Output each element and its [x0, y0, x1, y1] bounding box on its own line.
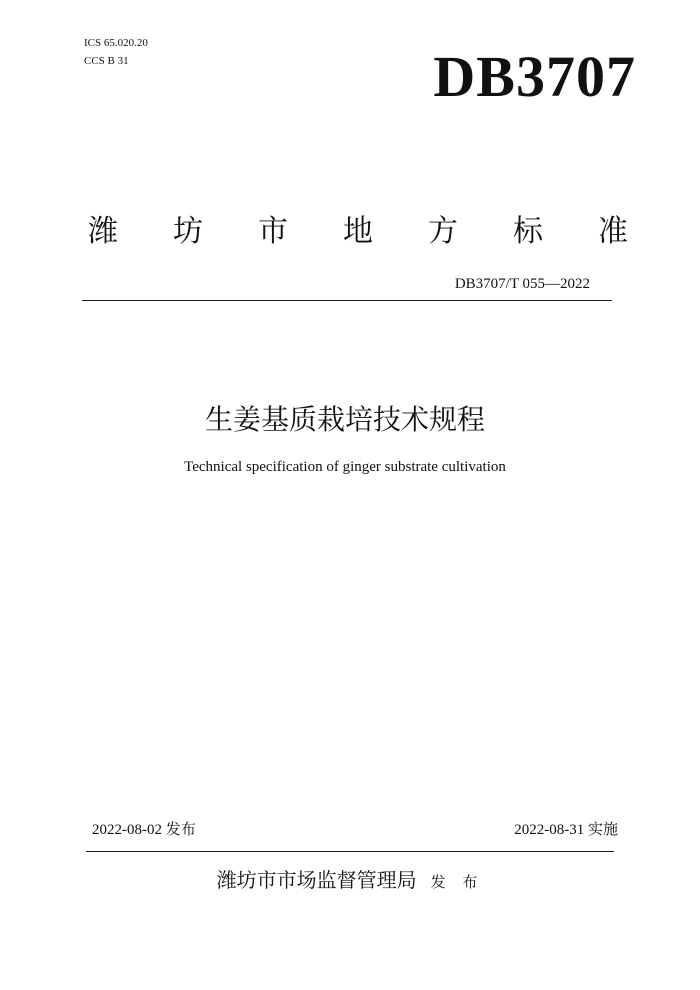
implementation-date: 2022-08-31 实施	[514, 822, 618, 838]
standard-type-char: 地	[343, 214, 373, 249]
title-chinese: 生姜基质栽培技术规程	[204, 403, 485, 436]
standard-type-char: 准	[598, 214, 628, 249]
bottom-divider	[86, 851, 614, 852]
ics-code: ICS 65.020.20	[84, 37, 148, 49]
issuer-suffix: 发 布	[430, 873, 484, 891]
standard-number: DB3707/T 055—2022	[454, 276, 590, 292]
db-logo: DB3707	[433, 44, 636, 109]
issue-date: 2022-08-02 发布	[92, 822, 196, 838]
issuer-name: 潍坊市市场监督管理局	[216, 868, 417, 892]
issuer-line	[0, 866, 700, 896]
standard-type-char: 坊	[173, 214, 203, 249]
title-english: Technical specification of ginger substrate cultivation	[184, 459, 506, 475]
ccs-code: CCS B 31	[84, 55, 129, 67]
top-divider	[82, 300, 612, 301]
standard-type-char: 方	[428, 214, 458, 249]
standard-type-char: 标	[513, 214, 543, 249]
standard-type-char: 市	[258, 214, 288, 249]
standard-type-char: 潍	[88, 214, 118, 249]
standard-type-heading	[88, 212, 628, 252]
